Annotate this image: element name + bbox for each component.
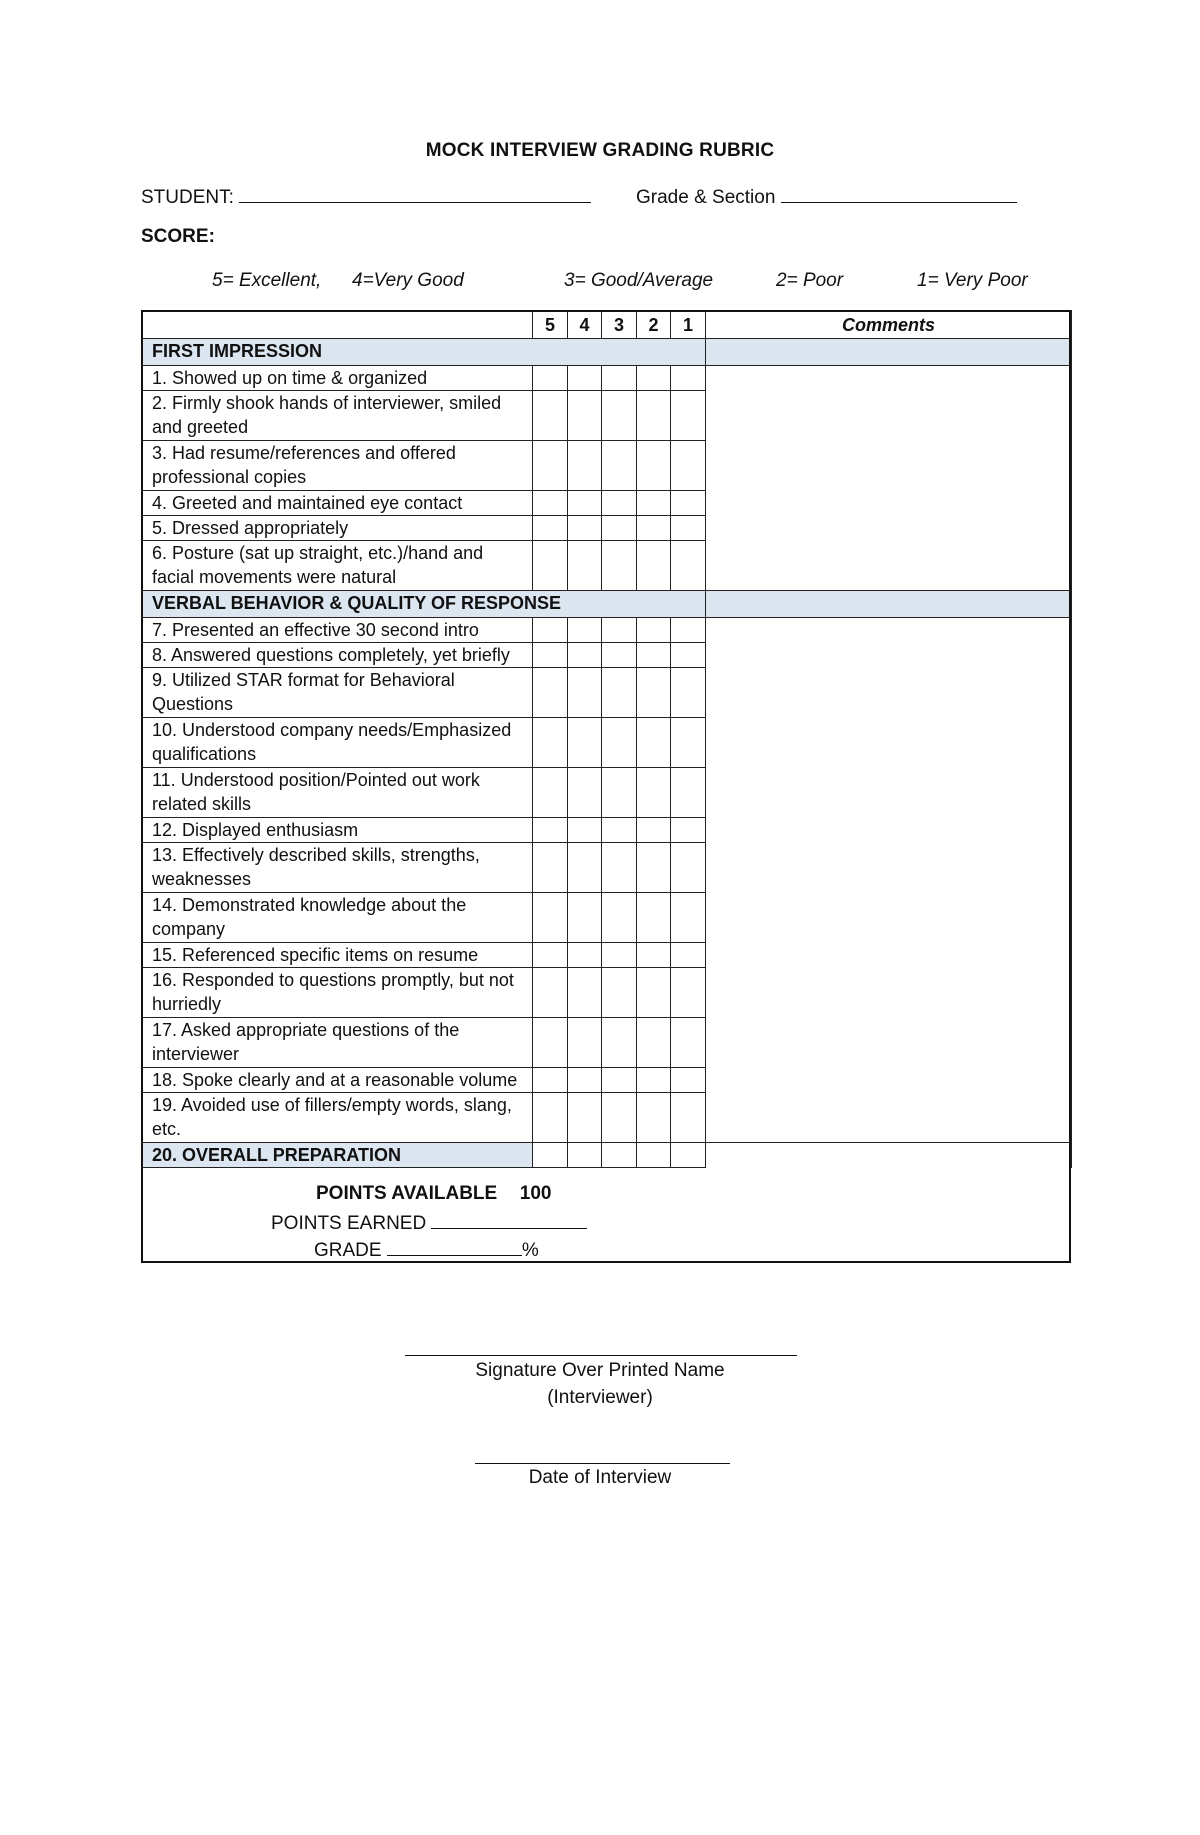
criterion-label: 1. Showed up on time & organized bbox=[142, 366, 533, 391]
score-cell-2[interactable] bbox=[637, 541, 671, 591]
section-comment-cell bbox=[706, 591, 1072, 618]
score-cell-3[interactable] bbox=[602, 1018, 637, 1068]
score-cell-5[interactable] bbox=[533, 516, 568, 541]
score-cell-1[interactable] bbox=[671, 1068, 706, 1093]
score-cell-3[interactable] bbox=[602, 441, 637, 491]
score-cell-5[interactable] bbox=[533, 618, 568, 643]
score-cell-3[interactable] bbox=[602, 768, 637, 818]
score-cell-5[interactable] bbox=[533, 943, 568, 968]
score-cell-5[interactable] bbox=[533, 441, 568, 491]
header-blank-cell bbox=[142, 311, 533, 339]
score-cell-1[interactable] bbox=[671, 968, 706, 1018]
overall-preparation-row bbox=[142, 1143, 1072, 1168]
comments-cell-first-impression[interactable] bbox=[706, 366, 1072, 591]
date-line[interactable] bbox=[475, 1463, 730, 1464]
points-available-line bbox=[316, 1183, 551, 1205]
score-cell-3[interactable] bbox=[602, 618, 637, 643]
score-cell-3[interactable] bbox=[602, 718, 637, 768]
score-cell-3[interactable] bbox=[602, 1093, 637, 1143]
points-available-value: 100 bbox=[519, 1183, 552, 1204]
grade-section-line bbox=[636, 184, 1017, 209]
score-cell-4[interactable] bbox=[568, 893, 602, 943]
signature-line[interactable] bbox=[405, 1355, 797, 1356]
grade-section-label: Grade & Section bbox=[636, 187, 776, 208]
criterion-label: 8. Answered questions completely, yet briefly bbox=[142, 643, 533, 668]
score-cell-1[interactable] bbox=[671, 1018, 706, 1068]
score-header-2: 2 bbox=[637, 311, 671, 339]
table-header-row bbox=[142, 311, 1072, 339]
score-cell-2[interactable] bbox=[637, 391, 671, 441]
score-cell-5[interactable] bbox=[533, 893, 568, 943]
score-cell-5[interactable] bbox=[533, 366, 568, 391]
score-cell-1[interactable] bbox=[671, 843, 706, 893]
comments-cell-verbal-behavior[interactable] bbox=[706, 618, 1072, 1143]
points-available-label: POINTS AVAILABLE bbox=[316, 1183, 498, 1204]
criterion-label: 19. Avoided use of fillers/empty words, slang, etc. bbox=[142, 1093, 533, 1143]
legend-very-good: 4=Very Good bbox=[352, 270, 464, 291]
score-cell-2[interactable] bbox=[637, 818, 671, 843]
score-cell-5[interactable] bbox=[533, 1093, 568, 1143]
score-cell-2[interactable] bbox=[637, 366, 671, 391]
score-cell-5[interactable] bbox=[533, 491, 568, 516]
legend-very-poor: 1= Very Poor bbox=[917, 270, 1028, 291]
overall-comment-cell[interactable] bbox=[706, 1143, 1072, 1168]
score-cell-1[interactable] bbox=[671, 441, 706, 491]
score-cell-4[interactable] bbox=[568, 391, 602, 441]
criterion-label: 16. Responded to questions promptly, but not hurriedly bbox=[142, 968, 533, 1018]
criterion-label: 2. Firmly shook hands of interviewer, smiled and greeted bbox=[142, 391, 533, 441]
score-header-1: 1 bbox=[671, 311, 706, 339]
score-cell-5[interactable] bbox=[533, 968, 568, 1018]
rubric-table bbox=[141, 310, 1072, 1168]
score-header-5: 5 bbox=[533, 311, 568, 339]
score-cell-2[interactable] bbox=[637, 1068, 671, 1093]
grade-field[interactable] bbox=[387, 1237, 522, 1256]
score-cell-4[interactable] bbox=[568, 618, 602, 643]
score-cell-1[interactable] bbox=[671, 1143, 706, 1168]
score-cell-4[interactable] bbox=[568, 1143, 602, 1168]
score-cell-5[interactable] bbox=[533, 1143, 568, 1168]
comments-header: Comments bbox=[706, 311, 1072, 339]
score-cell-3[interactable] bbox=[602, 541, 637, 591]
score-cell-4[interactable] bbox=[568, 1093, 602, 1143]
grade-label: GRADE bbox=[314, 1240, 382, 1261]
legend-poor: 2= Poor bbox=[776, 270, 844, 291]
score-cell-1[interactable] bbox=[671, 718, 706, 768]
score-cell-4[interactable] bbox=[568, 818, 602, 843]
score-cell-3[interactable] bbox=[602, 1143, 637, 1168]
score-cell-3[interactable] bbox=[602, 516, 637, 541]
score-cell-4[interactable] bbox=[568, 968, 602, 1018]
score-cell-2[interactable] bbox=[637, 643, 671, 668]
score-cell-1[interactable] bbox=[671, 1093, 706, 1143]
table-row bbox=[142, 618, 1072, 643]
score-cell-4[interactable] bbox=[568, 1068, 602, 1093]
grade-section-field[interactable] bbox=[781, 184, 1017, 203]
score-cell-5[interactable] bbox=[533, 541, 568, 591]
score-cell-1[interactable] bbox=[671, 491, 706, 516]
criterion-label: 5. Dressed appropriately bbox=[142, 516, 533, 541]
score-cell-3[interactable] bbox=[602, 668, 637, 718]
score-cell-3[interactable] bbox=[602, 843, 637, 893]
score-cell-2[interactable] bbox=[637, 668, 671, 718]
score-cell-4[interactable] bbox=[568, 843, 602, 893]
criterion-label: 7. Presented an effective 30 second intro bbox=[142, 618, 533, 643]
score-cell-1[interactable] bbox=[671, 943, 706, 968]
score-cell-2[interactable] bbox=[637, 1143, 671, 1168]
score-cell-5[interactable] bbox=[533, 1018, 568, 1068]
score-cell-5[interactable] bbox=[533, 668, 568, 718]
score-cell-2[interactable] bbox=[637, 441, 671, 491]
criterion-label: 18. Spoke clearly and at a reasonable volume bbox=[142, 1068, 533, 1093]
section-heading: VERBAL BEHAVIOR & QUALITY OF RESPONSE bbox=[142, 591, 706, 618]
score-cell-3[interactable] bbox=[602, 893, 637, 943]
grade-percent-sign: % bbox=[521, 1240, 539, 1261]
score-label: SCORE: bbox=[141, 226, 215, 247]
score-cell-4[interactable] bbox=[568, 516, 602, 541]
points-earned-field[interactable] bbox=[431, 1210, 587, 1229]
signature-label: Signature Over Printed Name bbox=[475, 1360, 725, 1381]
score-cell-3[interactable] bbox=[602, 943, 637, 968]
score-cell-1[interactable] bbox=[671, 893, 706, 943]
score-cell-1[interactable] bbox=[671, 668, 706, 718]
criterion-label: 11. Understood position/Pointed out work related skills bbox=[142, 768, 533, 818]
score-cell-2[interactable] bbox=[637, 768, 671, 818]
criterion-label: 14. Demonstrated knowledge about the company bbox=[142, 893, 533, 943]
score-cell-3[interactable] bbox=[602, 366, 637, 391]
criterion-label: 15. Referenced specific items on resume bbox=[142, 943, 533, 968]
legend-excellent: 5= Excellent, bbox=[212, 270, 322, 291]
score-cell-1[interactable] bbox=[671, 643, 706, 668]
grade-line bbox=[314, 1237, 539, 1262]
student-line bbox=[141, 184, 591, 209]
score-cell-2[interactable] bbox=[637, 718, 671, 768]
score-cell-3[interactable] bbox=[602, 818, 637, 843]
score-cell-3[interactable] bbox=[602, 643, 637, 668]
score-cell-1[interactable] bbox=[671, 541, 706, 591]
section-comment-cell bbox=[706, 339, 1072, 366]
score-cell-4[interactable] bbox=[568, 643, 602, 668]
score-cell-1[interactable] bbox=[671, 768, 706, 818]
criterion-label: 12. Displayed enthusiasm bbox=[142, 818, 533, 843]
section-row-verbal-behavior bbox=[142, 591, 1072, 618]
score-cell-4[interactable] bbox=[568, 668, 602, 718]
score-cell-1[interactable] bbox=[671, 391, 706, 441]
score-cell-5[interactable] bbox=[533, 843, 568, 893]
score-header-3: 3 bbox=[602, 311, 637, 339]
student-name-field[interactable] bbox=[239, 184, 591, 203]
score-cell-2[interactable] bbox=[637, 893, 671, 943]
interviewer-label: (Interviewer) bbox=[547, 1387, 653, 1408]
score-cell-2[interactable] bbox=[637, 618, 671, 643]
score-cell-3[interactable] bbox=[602, 1068, 637, 1093]
score-cell-4[interactable] bbox=[568, 541, 602, 591]
score-cell-4[interactable] bbox=[568, 768, 602, 818]
score-cell-5[interactable] bbox=[533, 818, 568, 843]
date-label: Date of Interview bbox=[528, 1467, 672, 1488]
section-row-first-impression bbox=[142, 339, 1072, 366]
score-cell-1[interactable] bbox=[671, 516, 706, 541]
criterion-label: 17. Asked appropriate questions of the interviewer bbox=[142, 1018, 533, 1068]
points-earned-line bbox=[271, 1210, 587, 1235]
score-cell-1[interactable] bbox=[671, 366, 706, 391]
score-cell-3[interactable] bbox=[602, 391, 637, 441]
points-earned-label: POINTS EARNED bbox=[271, 1213, 427, 1234]
score-cell-3[interactable] bbox=[602, 968, 637, 1018]
score-cell-5[interactable] bbox=[533, 718, 568, 768]
table-row bbox=[142, 366, 1072, 391]
score-cell-2[interactable] bbox=[637, 491, 671, 516]
criterion-label: 4. Greeted and maintained eye contact bbox=[142, 491, 533, 516]
score-cell-4[interactable] bbox=[568, 366, 602, 391]
criterion-label: 10. Understood company needs/Emphasized qualifications bbox=[142, 718, 533, 768]
score-cell-1[interactable] bbox=[671, 818, 706, 843]
score-cell-4[interactable] bbox=[568, 441, 602, 491]
student-label: STUDENT: bbox=[141, 187, 234, 208]
score-header-4: 4 bbox=[568, 311, 602, 339]
score-cell-2[interactable] bbox=[637, 968, 671, 1018]
score-cell-5[interactable] bbox=[533, 768, 568, 818]
score-cell-5[interactable] bbox=[533, 1068, 568, 1093]
score-cell-2[interactable] bbox=[637, 843, 671, 893]
score-cell-3[interactable] bbox=[602, 491, 637, 516]
score-cell-4[interactable] bbox=[568, 491, 602, 516]
score-cell-2[interactable] bbox=[637, 943, 671, 968]
section-heading: FIRST IMPRESSION bbox=[142, 339, 706, 366]
criterion-label: 6. Posture (sat up straight, etc.)/hand and facial movements were natural bbox=[142, 541, 533, 591]
score-cell-5[interactable] bbox=[533, 643, 568, 668]
criterion-label: 13. Effectively described skills, strengths, weaknesses bbox=[142, 843, 533, 893]
criterion-label: 9. Utilized STAR format for Behavioral Questions bbox=[142, 668, 533, 718]
score-cell-5[interactable] bbox=[533, 391, 568, 441]
score-cell-4[interactable] bbox=[568, 1018, 602, 1068]
legend-good-average: 3= Good/Average bbox=[564, 270, 714, 291]
overall-preparation-label: 20. OVERALL PREPARATION bbox=[142, 1143, 533, 1168]
criterion-label: 3. Had resume/references and offered professional copies bbox=[142, 441, 533, 491]
score-cell-4[interactable] bbox=[568, 943, 602, 968]
score-cell-1[interactable] bbox=[671, 618, 706, 643]
score-cell-2[interactable] bbox=[637, 1018, 671, 1068]
score-cell-4[interactable] bbox=[568, 718, 602, 768]
score-cell-2[interactable] bbox=[637, 516, 671, 541]
page-title: MOCK INTERVIEW GRADING RUBRIC bbox=[425, 140, 775, 161]
score-cell-2[interactable] bbox=[637, 1093, 671, 1143]
